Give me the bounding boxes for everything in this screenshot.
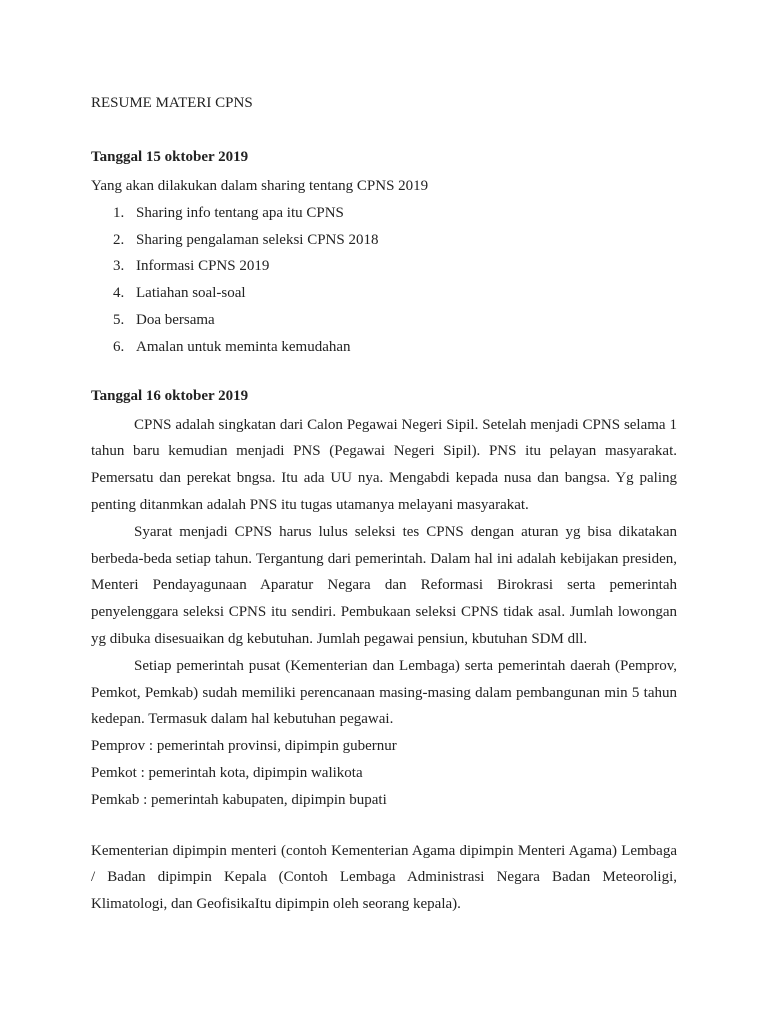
list-item-text: Latiahan soal-soal [136,285,246,302]
document-body [91,93,677,918]
list-item-number: 3. [113,258,125,275]
definition-pemprov: Pemprov : pemerintah provinsi, dipimpin gubernur [91,738,397,755]
list-item [91,280,677,307]
section-1-heading: Tanggal 15 oktober 2019 [91,149,249,165]
list-item-number: 5. [113,311,125,328]
list-item-number: 4. [113,285,125,302]
paragraph-cpns-definition: CPNS adalah singkatan dari Calon Pegawai Negeri Sipil. Setelah menjadi CPNS selama 1 tahun baru kemudian menjadi PNS (Pegawai Negeri Sipil). PNS itu pelayan masyarakat. Pemersatu dan perekat bngsa. Itu ada UU nya. Mengabdi kepada nusa dan bangsa. Yg paling penting ditanmkan adalah PNS itu tugas utamanya melayani masyarakat. [91,416,677,513]
paragraph-ministries: Kementerian dipimpin menteri (contoh Kementerian Agama dipimpin Menteri Agama) Lembaga / Badan dipimpin Kepala (Contoh Lembaga Administrasi Negara Badan Meteoroligi, Klimatologi, dan GeofisikaItu dipimpin oleh seorang kepala). [91,842,677,913]
list-item-text: Amalan untuk meminta kemudahan [136,338,351,355]
paragraph-government-planning: Setiap pemerintah pusat (Kementerian dan Lembaga) serta pemerintah daerah (Pemprov, Pemkot, Pemkab) sudah memiliki perencanaan masing-masing dalam pembangunan min 5 tahun kedepan. Termasuk dalam hal kebutuhan pegawai. [91,657,677,728]
list-item-number: 6. [113,338,125,355]
list-item-number: 2. [113,231,125,248]
definition-pemkab: Pemkab : pemerintah kabupaten, dipimpin bupati [91,791,387,808]
definition-pemkot: Pemkot : pemerintah kota, dipimpin walikota [91,764,363,781]
list-item-number: 1. [113,204,125,221]
agenda-list [91,200,677,361]
list-item [91,253,677,280]
section-spacer [91,361,677,386]
list-item [91,334,677,361]
list-item-text: Informasi CPNS 2019 [136,258,270,275]
section-1-intro: Yang akan dilakukan dalam sharing tentang CPNS 2019 [91,178,429,194]
list-item-text: Sharing info tentang apa itu CPNS [136,204,344,221]
section-spacer [91,814,677,838]
document-title: RESUME MATERI CPNS [91,95,253,111]
list-item [91,200,677,227]
section-2-heading: Tanggal 16 oktober 2019 [91,387,249,404]
paragraph-cpns-requirements: Syarat menjadi CPNS harus lulus seleksi tes CPNS dengan aturan yg bisa dikatakan berbeda-beda setiap tahun. Tergantung dari pemerintah. Dalam hal ini adalah kebijakan presiden, Menteri Pendayagunaan Aparatur Negara dan Reformasi Birokrasi serta pemerintah penyelenggara seleksi CPNS itu sendiri. Pembukaan seleksi CPNS tidak asal. Jumlah lowongan yg dibuka disesuaikan dg kebutuhan. Jumlah pegawai pensiun, kbutuhan SDM dll. [91,523,677,647]
list-item [91,227,677,254]
list-item-text: Doa bersama [136,311,215,328]
list-item [91,307,677,334]
list-item-text: Sharing pengalaman seleksi CPNS 2018 [136,231,379,248]
